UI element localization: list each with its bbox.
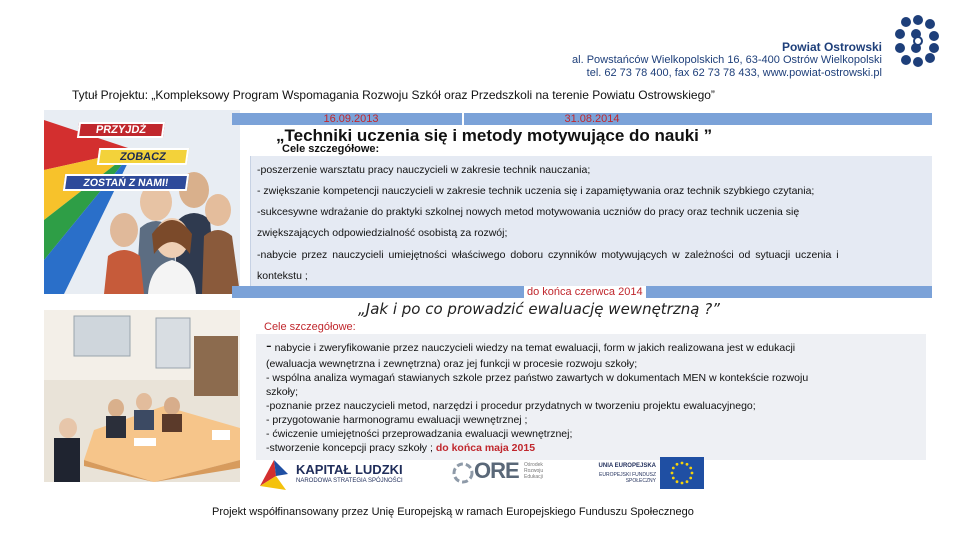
classroom-photo	[44, 310, 240, 482]
kapital-ludzki-logo	[256, 456, 416, 492]
poster-sign-1-label: PRZYJDŹ	[95, 124, 147, 136]
footer-text: Projekt współfinansowany przez Unię Europejską w ramach Europejskiego Funduszu Społecznego	[212, 506, 694, 518]
eu-subtitle: EUROPEJSKI FUNDUSZ SPOŁECZNY	[599, 472, 656, 484]
poster-sign-3	[63, 174, 189, 191]
section1-line-3: -sukcesywne wdrażanie do praktyki szkolnej nowych metod motywowania uczniów do pracy oraz technik uczenia się	[257, 206, 800, 218]
section2-line-8	[266, 442, 535, 454]
project-title: Tytuł Projektu: „Kompleksowy Program Wspomagania Rozwoju Szkół oraz Przedszkoli na terenie Powiatu Ostrowskiego”	[72, 88, 715, 102]
classroom-illustration	[44, 310, 240, 482]
org-name: Powiat Ostrowski	[781, 40, 882, 54]
section1-line-2: - zwiększanie kompetencji nauczycieli w zakresie technik uczenia się i zapamiętywania oraz technik szybkiego czytania;	[257, 185, 815, 197]
org-contact	[552, 54, 882, 80]
section2-line-6: - przygotowanie harmonogramu ewaluacji wewnętrznej ;	[266, 414, 528, 426]
section2-title: „Jak i po co prowadzić ewaluację wewnętrzną ?”	[358, 300, 720, 318]
section2-objectives	[256, 334, 926, 460]
section1-line-1: -poszerzenie warsztatu pracy nauczycieli w zakresie technik nauczania;	[257, 164, 591, 176]
section2-line-8-text: -stworzenie koncepcji pracy szkoły ;	[266, 442, 433, 454]
poster-sign-2	[97, 148, 189, 165]
powiat-logo-icon	[892, 14, 940, 74]
org-address: al. Powstańców Wielkopolskich 16, 63-400 Ostrów Wielkopolski	[572, 54, 882, 66]
ore-icon	[452, 462, 474, 484]
section2-line-4: szkoły;	[266, 386, 299, 398]
section1-line-6: kontekstu ;	[257, 270, 308, 282]
section1-objectives	[250, 156, 932, 298]
eu-flag-icon	[660, 457, 704, 489]
section2-line-2: (ewaluacja wewnętrzna i zewnętrzna) oraz jej funkcji w procesie rozwoju szkoły;	[266, 358, 638, 370]
poster-sign-1	[77, 122, 165, 138]
section2-line-5: -poznanie przez nauczycieli metod, narzędzi i procedur przydatnych w tworzeniu projektu ewaluacyjnego;	[266, 400, 756, 412]
section2-deadline: do końca maja 2015	[435, 442, 536, 454]
kapital-ludzki-title: KAPITAŁ LUDZKI	[296, 462, 403, 477]
section1-deadline: do końca czerwca 2014	[524, 286, 646, 298]
ore-subtext: Ośrodek Rozwoju Edukacji	[524, 462, 544, 480]
section1-line-5: -nabycie przez nauczycieli umiejętności właściwego doboru czynników motywujących w zależności od sytuacji uczenia i	[257, 249, 839, 261]
org-phone-web: tel. 62 73 78 400, fax 62 73 78 433, www.powiat-ostrowski.pl	[586, 67, 882, 79]
date-bar	[232, 113, 932, 125]
section2-line-1-dash: -	[266, 336, 272, 355]
section2-line-7: - ćwiczenie umiejętności przeprowadzania ewaluacji wewnętrznej;	[266, 428, 573, 440]
kapital-ludzki-icon	[256, 456, 292, 492]
poster-sign-2-label: ZOBACZ	[119, 151, 167, 163]
ore-text: ORE	[474, 458, 519, 483]
section2-line-1-text: nabycie i zweryfikowanie przez nauczycieli wiedzy na temat ewaluacji, form w jakich realizowana jest w edukacji	[271, 342, 796, 354]
poster-sign-3-label: ZOSTAŃ Z NAMI!	[82, 177, 170, 189]
ore-logo	[452, 456, 552, 492]
section1-title: „Techniki uczenia się i metody motywujące do nauki ”	[276, 126, 713, 145]
section2-line-1	[266, 336, 795, 356]
end-date: 31.08.2014	[564, 113, 620, 125]
eu-logo	[580, 456, 706, 490]
section1-line-4: zwiększających odpowiedzialność osobistą za rozwój;	[257, 227, 508, 239]
poster-photo	[44, 110, 240, 294]
section2-line-3: - wspólna analiza wymagań stawianych szkole przez państwo zawartych w dokumentach MEN w kontekście rozwoju	[266, 372, 809, 384]
eu-title: UNIA EUROPEJSKA	[598, 463, 656, 469]
powiat-logo-block	[500, 14, 940, 84]
section2-subtitle: Cele szczegółowe:	[264, 321, 356, 333]
start-date: 16.09.2013	[323, 113, 379, 125]
kapital-ludzki-sub: NARODOWA STRATEGIA SPÓJNOŚCI	[296, 478, 403, 484]
section1-subtitle: Cele szczegółowe:	[282, 143, 380, 155]
